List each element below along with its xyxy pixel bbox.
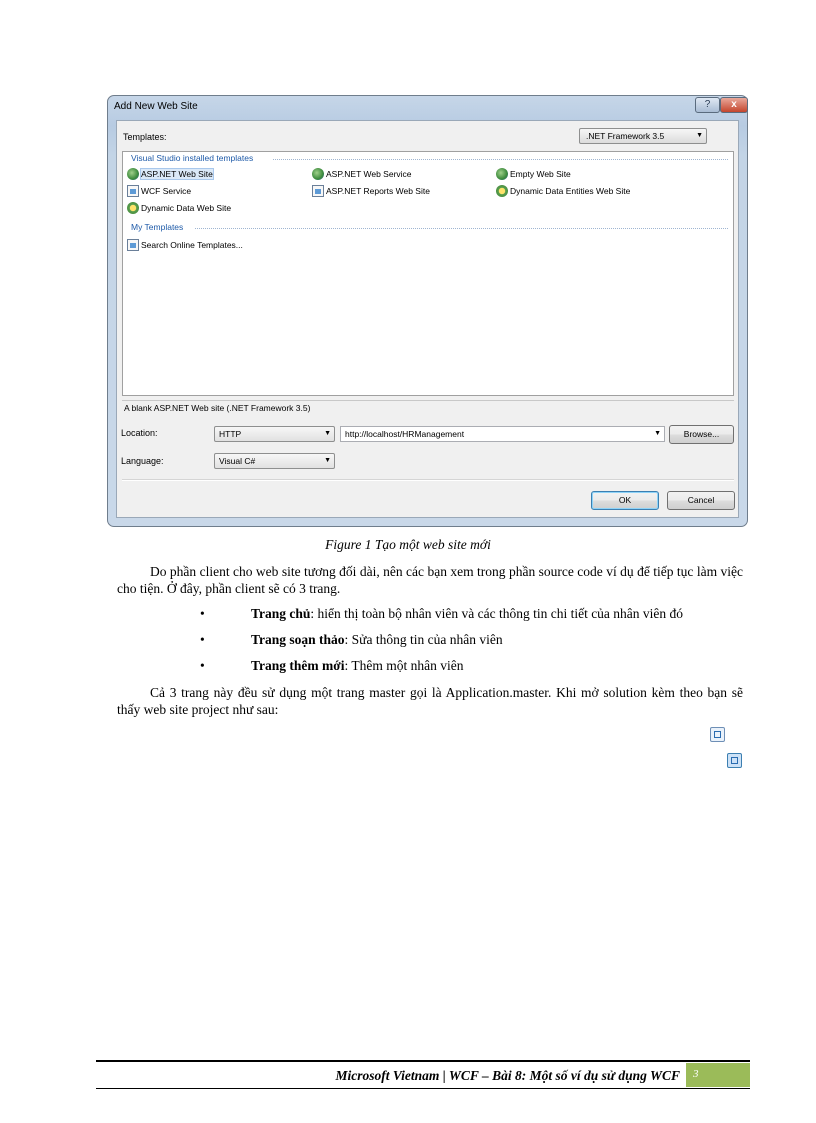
group-divider [195,228,728,229]
bullet-term: Trang thêm mới [251,658,345,673]
paragraph-master [117,684,743,718]
bullet-icon: • [200,658,205,673]
template-dynamic-data-web-site[interactable] [127,202,231,214]
bullet-text: : hiển thị toàn bộ nhân viên và các thông tin chi tiết của nhân viên đó [310,606,684,621]
template-label: Empty Web Site [510,169,571,179]
location-type-value: HTTP [219,429,242,439]
globe-icon [312,168,324,180]
cancel-button[interactable]: Cancel [667,491,735,510]
chevron-down-icon: ▼ [654,430,661,437]
location-path-value: http://localhost/HRManagement [345,429,465,439]
large-icons-view-button[interactable] [710,727,725,742]
language-label: Language: [121,456,164,466]
bullet-text: : Sửa thông tin của nhân viên [344,632,503,647]
ok-button[interactable]: OK [591,491,659,510]
browse-button[interactable]: Browse... [669,425,734,444]
template-search-online[interactable] [127,239,243,251]
template-wcf-service[interactable] [127,185,191,197]
bullet-icon: • [200,606,205,621]
template-label: WCF Service [141,186,192,196]
chevron-down-icon: ▼ [696,132,703,139]
help-button[interactable]: ? [695,97,720,113]
figure-caption: Figure 1 Tạo một web site mới [325,537,491,552]
location-label: Location: [121,428,158,438]
template-label: ASP.NET Reports Web Site [326,186,430,196]
paragraph-intro-text: Do phần client cho web site tương đối dài, nên các bạn xem trong phần source code ví dụ để tiếp tục làm việc cho tiện. Ở đây, phần client sẽ có 3 trang. [117,564,743,596]
installed-templates-header: Visual Studio installed templates [131,153,254,163]
globe-icon [496,168,508,180]
template-dynamic-data-entities-web-site[interactable] [496,185,630,197]
add-new-web-site-dialog [107,95,748,527]
template-label: ASP.NET Web Service [326,169,412,179]
gear-icon [496,185,508,197]
framework-select[interactable] [579,128,707,144]
small-icons-view-button[interactable] [727,753,742,768]
footer-text: Microsoft Vietnam | WCF – Bài 8: Một số ví dụ sử dụng WCF [335,1068,680,1083]
dialog-title: Add New Web Site [114,101,198,112]
small-icons-icon [731,757,738,764]
language-value: Visual C# [219,456,256,466]
bullet-term: Trang chủ [251,606,311,621]
chevron-down-icon: ▼ [324,457,331,464]
footer-rule-bottom [96,1088,750,1089]
template-label: Dynamic Data Entities Web Site [510,186,631,196]
footer-rule-top [96,1060,750,1062]
gear-icon [127,202,139,214]
template-description: A blank ASP.NET Web site (.NET Framework 3.5) [122,400,734,414]
dialog-titlebar [108,96,747,120]
templates-label: Templates: [123,132,167,142]
doc-icon [312,185,324,197]
template-empty-web-site[interactable] [496,168,571,180]
template-label: Search Online Templates... [141,240,243,250]
templates-list[interactable] [122,151,734,396]
divider [122,479,734,481]
template-aspnet-web-site[interactable] [127,168,213,180]
framework-value: .NET Framework 3.5 [586,131,665,141]
template-label: ASP.NET Web Site [141,169,213,179]
search-online-icon [127,239,139,251]
template-aspnet-web-service[interactable] [312,168,412,180]
template-label: Dynamic Data Web Site [141,203,232,213]
location-path-combo[interactable] [340,426,665,442]
page-number: 3 [686,1063,750,1087]
bullet-icon: • [200,632,205,647]
paragraph-master-text: Cả 3 trang này đều sử dụng một trang master gọi là Application.master. Khi mở solution kèm theo bạn sẽ thấy web site project như sau: [117,685,743,717]
bullet-text: : Thêm một nhân viên [344,658,464,673]
doc-icon [127,185,139,197]
dialog-body [116,120,739,518]
paragraph-intro [117,563,743,597]
group-divider [273,159,728,160]
large-icons-icon [714,731,721,738]
close-button[interactable]: x [720,97,748,113]
location-type-select[interactable] [214,426,335,442]
my-templates-header: My Templates [131,222,184,232]
globe-icon [127,168,139,180]
template-aspnet-reports-web-site[interactable] [312,185,430,197]
language-select[interactable] [214,453,335,469]
chevron-down-icon: ▼ [324,430,331,437]
bullet-term: Trang soạn thảo [251,632,345,647]
